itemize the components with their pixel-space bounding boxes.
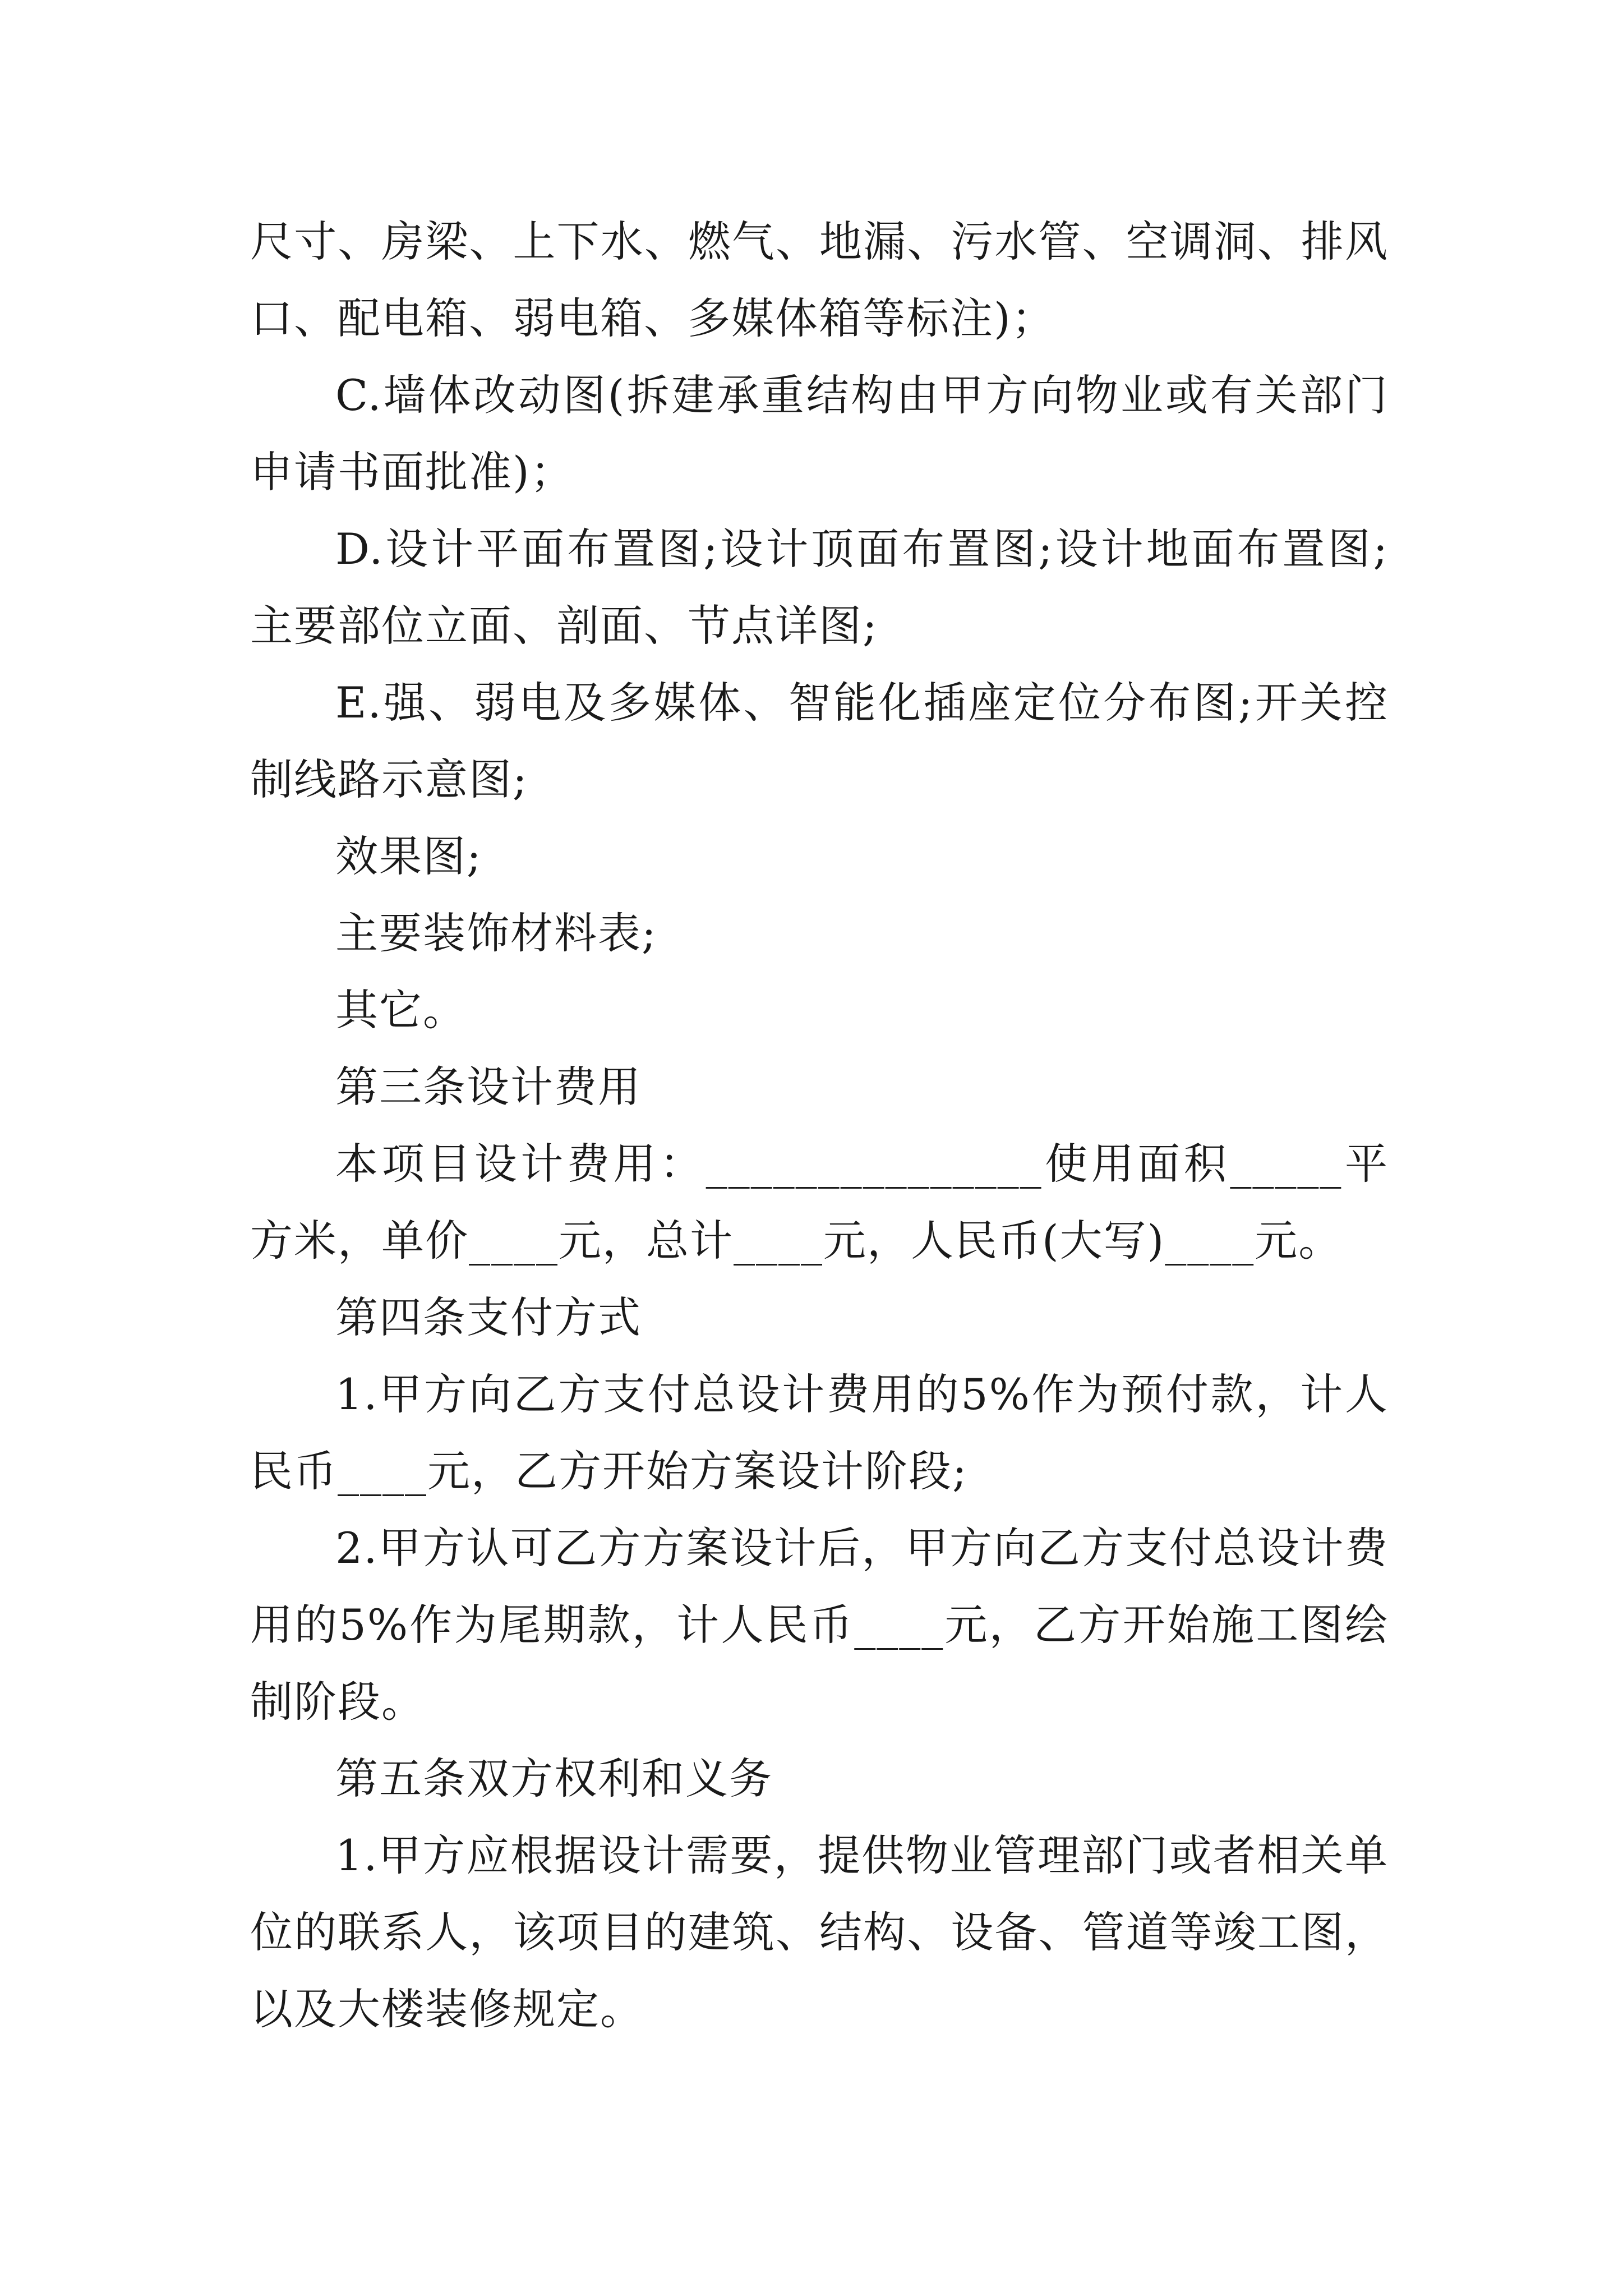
section-heading-payment-method: 第四条支付方式	[335, 1292, 642, 1342]
paragraph-others: 其它。	[335, 985, 467, 1035]
paragraph-party-a-obligation: 1.甲方应根据设计需要，提供物业管理部门或者相关单位的联系人，该项目的建筑、结构、设备、管道等竣工图，以及大楼装修规定。	[250, 1830, 1389, 2034]
paragraph-layout-drawings: D.设计平面布置图;设计顶面布置图;设计地面布置图;主要部位立面、剖面、节点详图;	[250, 524, 1389, 651]
section-heading-rights-obligations: 第五条双方权利和义务	[335, 1754, 773, 1803]
paragraph-electrical-drawings: E.强、弱电及多媒体、智能化插座定位分布图;开关控制线路示意图;	[250, 678, 1389, 804]
paragraph-renderings: 效果图;	[335, 831, 482, 881]
paragraph-design-fee-details: 本项目设计费用：_______________使用面积_____平方米，单价____元，总计____元，人民币(大写)____元。	[250, 1139, 1389, 1266]
document-body	[250, 203, 1389, 2047]
paragraph-wall-change-drawing: C.墙体改动图(拆建承重结构由甲方向物业或有关部门申请书面批准)；	[250, 370, 1389, 497]
paragraph-materials-list: 主要装饰材料表;	[335, 908, 657, 958]
paragraph-payment-advance: 1.甲方向乙方支付总设计费用的5%作为预付款，计人民币____元，乙方开始方案设计阶段;	[250, 1369, 1389, 1496]
section-heading-design-fee: 第三条设计费用	[335, 1062, 642, 1112]
paragraph-dimensions-list: 尺寸、房梁、上下水、燃气、地漏、污水管、空调洞、排风口、配电箱、弱电箱、多媒体箱等标注)；	[250, 217, 1389, 343]
paragraph-payment-final: 2.甲方认可乙方方案设计后，甲方向乙方支付总设计费用的5%作为尾期款，计人民币____元，乙方开始施工图绘制阶段。	[250, 1523, 1389, 1727]
